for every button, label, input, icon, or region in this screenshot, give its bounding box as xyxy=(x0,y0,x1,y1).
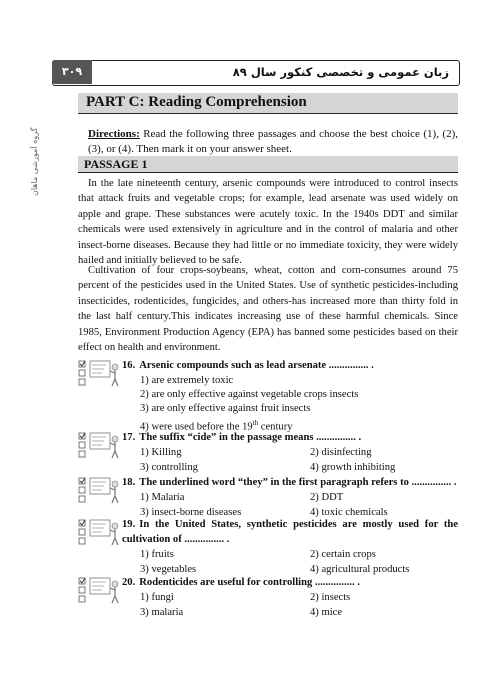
option[interactable]: 4) were used before the 19th century xyxy=(140,419,293,433)
option[interactable]: 4) toxic chemicals xyxy=(310,507,388,518)
question-number: 20. xyxy=(122,577,136,588)
question-stem: In the United States, synthetic pesticides are mostly used for the cultivation of ............... . xyxy=(122,519,458,545)
directions-label: Directions: xyxy=(88,128,140,140)
part-title: PART C: Reading Comprehension xyxy=(86,94,307,110)
option[interactable]: 1) Malaria xyxy=(140,492,185,503)
option[interactable]: 2) insects xyxy=(310,592,351,603)
option[interactable]: 1) fruits xyxy=(140,549,174,560)
option[interactable]: 4) agricultural products xyxy=(310,564,410,575)
part-heading xyxy=(78,93,458,114)
option[interactable]: 2) DDT xyxy=(310,492,344,503)
question-stem: The underlined word “they” in the first paragraph refers to ............... . xyxy=(139,477,457,488)
checklist-icon xyxy=(78,359,122,387)
header-title: زبان عمومی و تخصصی کنکور سال ۸۹ xyxy=(232,65,449,79)
checklist-icon xyxy=(78,518,122,546)
checklist-icon xyxy=(78,431,122,459)
question-stem: Rodenticides are useful for controlling ............... . xyxy=(139,577,360,588)
option[interactable]: 1) fungi xyxy=(140,592,174,603)
option[interactable]: 1) Killing xyxy=(140,447,182,458)
passage-title: PASSAGE 1 xyxy=(84,157,148,171)
page-number: ۳۰۹ xyxy=(52,60,92,84)
option[interactable]: 2) certain crops xyxy=(310,549,376,560)
option[interactable]: 4) mice xyxy=(310,607,343,618)
directions-text: Read the following three passages and choose the best choice (1), (2), (3), or (4). Then mark it on your answer sheet. xyxy=(88,128,458,155)
option[interactable]: 3) malaria xyxy=(140,607,184,618)
question-stem: Arsenic compounds such as lead arsenate ............... . xyxy=(139,360,374,371)
checklist-icon xyxy=(78,576,122,604)
directions xyxy=(88,127,458,157)
passage-heading xyxy=(78,156,458,173)
option[interactable]: 4) growth inhibiting xyxy=(310,462,396,473)
option[interactable]: 2) disinfecting xyxy=(310,447,372,458)
page-header xyxy=(52,60,460,86)
question-number: 19. xyxy=(122,519,136,530)
option[interactable]: 3) insect-borne diseases xyxy=(140,507,242,518)
checklist-icon xyxy=(78,476,122,504)
option[interactable]: 2) are only effective against vegetable crops insects xyxy=(140,389,359,400)
question-number: 17. xyxy=(122,432,136,443)
option[interactable]: 3) vegetables xyxy=(140,564,197,575)
passage-paragraph: Cultivation of four crops-soybeans, wheat, cotton and corn-consumes around 75 percent of the pesticides used in the United States. Use of synthetic pesticides-including insecticides, rodenticides, fungicides, and others-has increased more than thirty fold in the last half century.This indicates increasing use of these harmful chemicals. Since 1985, Environment Production Agency (EPA) has banned some pesticides based on their effect on health and environment. xyxy=(78,265,458,354)
side-watermark: گروه آموزشی ماهان xyxy=(30,127,39,196)
question-stem: The suffix “cide” in the passage means ............... . xyxy=(139,432,362,443)
question-number: 18. xyxy=(122,477,136,488)
option[interactable]: 3) controlling xyxy=(140,462,198,473)
option[interactable]: 3) are only effective against fruit insects xyxy=(140,403,311,414)
passage-paragraph: In the late nineteenth century, arsenic compounds were introduced to control insects that attack fruits and vegetable crops; for example, lead arsenate was used widely on apple and grape. These substances were acutely toxic. In the 1940s DDT and similar chemicals were used extensively in agriculture and in the control of malaria and other insect-borne diseases. Because they had little or no immediate toxicity, they were widely hailed and initially believed to be safe. xyxy=(78,178,458,267)
option[interactable]: 1) are extremely toxic xyxy=(140,375,234,386)
question-number: 16. xyxy=(122,360,136,371)
